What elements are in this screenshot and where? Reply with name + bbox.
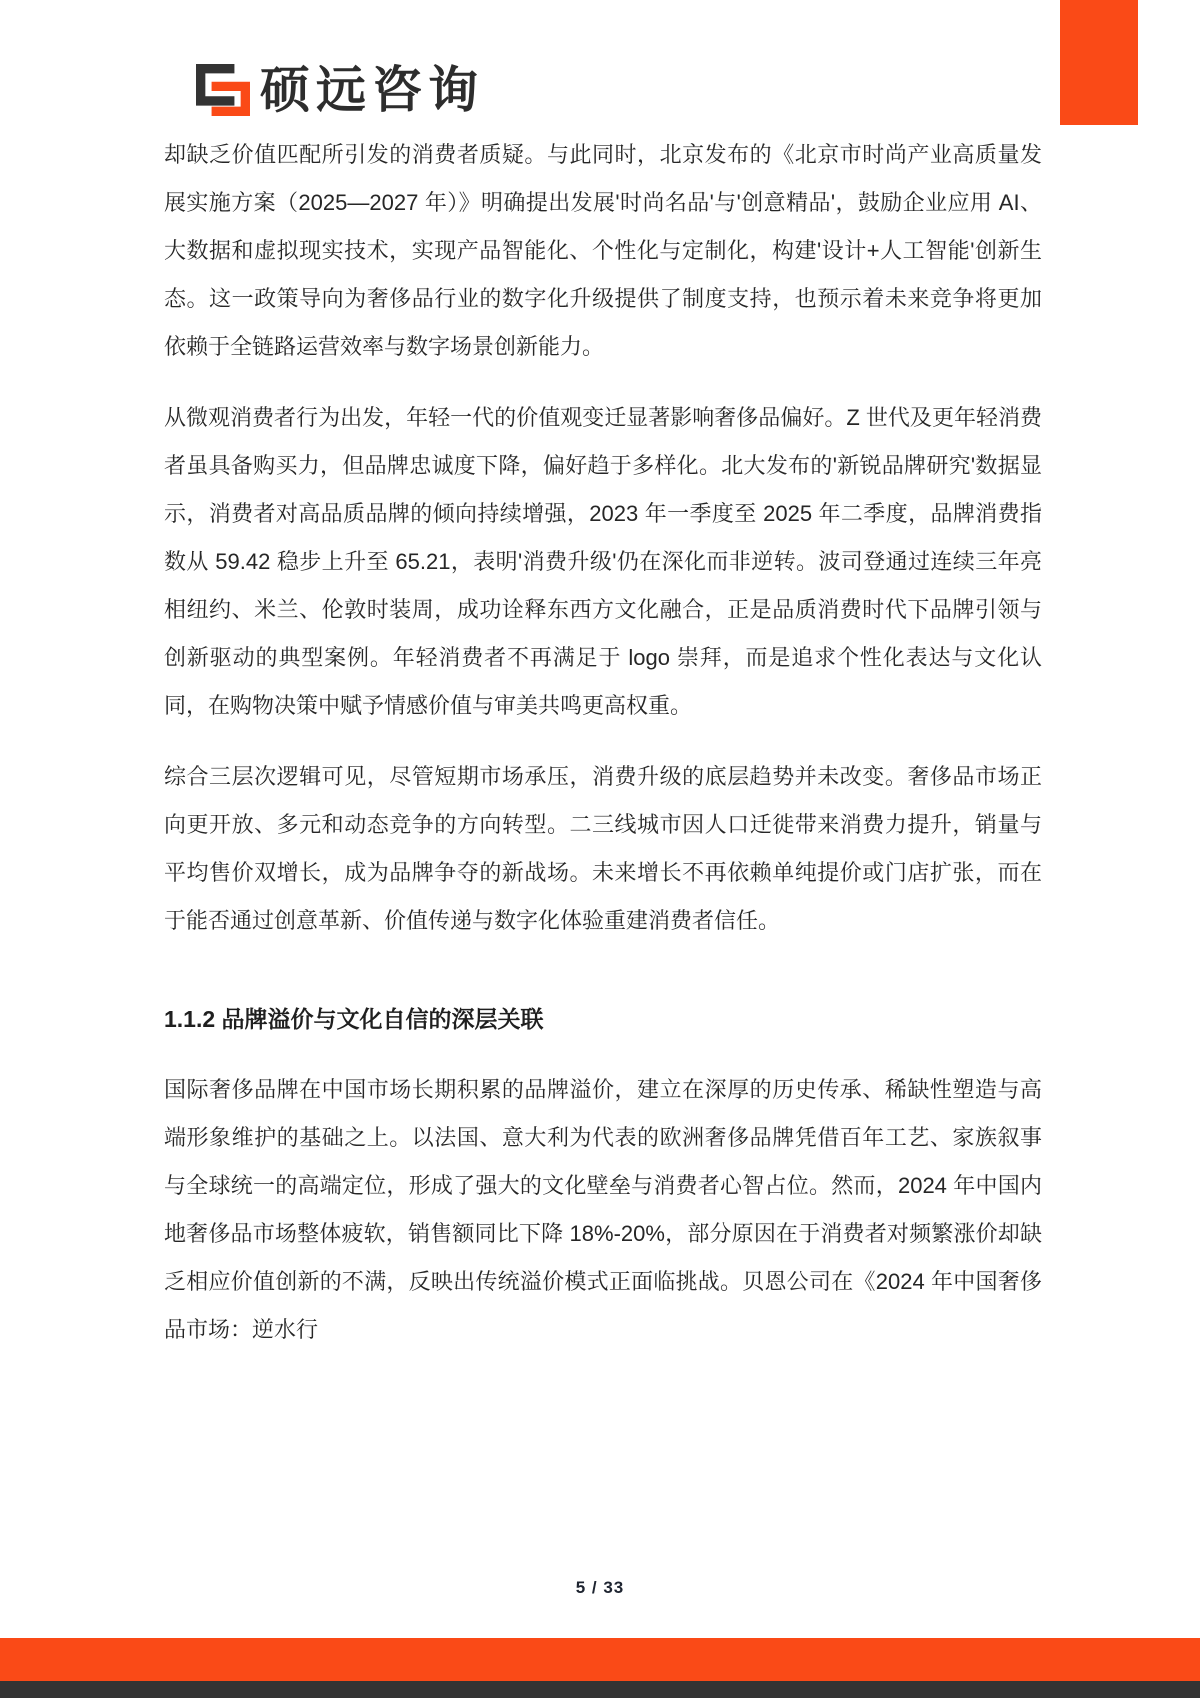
- section-heading: 1.1.2 品牌溢价与文化自信的深层关联: [164, 1006, 544, 1032]
- body-paragraph: 综合三层次逻辑可见，尽管短期市场承压，消费升级的底层趋势并未改变。奢侈品市场正向更开放、多元和动态竞争的方向转型。二三线城市因人口迁徙带来消费力提升，销量与平均售价双增长，成为品牌争夺的新战场。未来增长不再依赖单纯提价或门店扩张，而在于能否通过创意革新、价值传递与数字化体验重建消费者信任。: [164, 764, 1042, 933]
- brand-logo-icon: [196, 64, 250, 116]
- document-body: [164, 131, 1042, 1377]
- top-right-accent-block: [1060, 0, 1138, 125]
- body-paragraph: 国际奢侈品牌在中国市场长期积累的品牌溢价，建立在深厚的历史传承、稀缺性塑造与高端形象维护的基础之上。以法国、意大利为代表的欧洲奢侈品牌凭借百年工艺、家族叙事与全球统一的高端定位，形成了强大的文化壁垒与消费者心智占位。然而，2024 年中国内地奢侈品市场整体疲软，销售额同比下降 18%-20%，部分原因在于消费者对频繁涨价却缺乏相应价值创新的不满，反映出传统溢价模式正面临挑战。贝恩公司在《2024 年中国奢侈品市场：逆水行: [164, 1077, 1042, 1342]
- body-paragraph: 从微观消费者行为出发，年轻一代的价值观变迁显著影响奢侈品偏好。Z 世代及更年轻消费者虽具备购买力，但品牌忠诚度下降，偏好趋于多样化。北大发布的'新锐品牌研究'数据显示，消费者对高品质品牌的倾向持续增强，2023 年一季度至 2025 年二季度，品牌消费指数从 59.42 稳步上升至 65.21，表明'消费升级'仍在深化而非逆转。波司登通过连续三年亮相纽约、米兰、伦敦时装周，成功诠释东西方文化融合，正是品质消费时代下品牌引领与创新驱动的典型案例。年轻消费者不再满足于 logo 崇拜，而是追求个性化表达与文化认同，在购物决策中赋予情感价值与审美共鸣更高权重。: [164, 405, 1042, 718]
- brand-logo-text: 硕远咨询: [260, 62, 484, 118]
- footer-accent-bar: [0, 1638, 1200, 1681]
- brand-logo: [196, 64, 484, 116]
- body-paragraph: 却缺乏价值匹配所引发的消费者质疑。与此同时，北京发布的《北京市时尚产业高质量发展实施方案（2025—2027 年）》明确提出发展'时尚名品'与'创意精品'，鼓励企业应用 AI、大数据和虚拟现实技术，实现产品智能化、个性化与定制化，构建'设计+人工智能'创新生态。这一政策导向为奢侈品行业的数字化升级提供了制度支持，也预示着未来竞争将更加依赖于全链路运营效率与数字场景创新能力。: [164, 142, 1042, 359]
- footer-dark-bar: [0, 1681, 1200, 1698]
- page-number: 5 / 33: [575, 1578, 625, 1597]
